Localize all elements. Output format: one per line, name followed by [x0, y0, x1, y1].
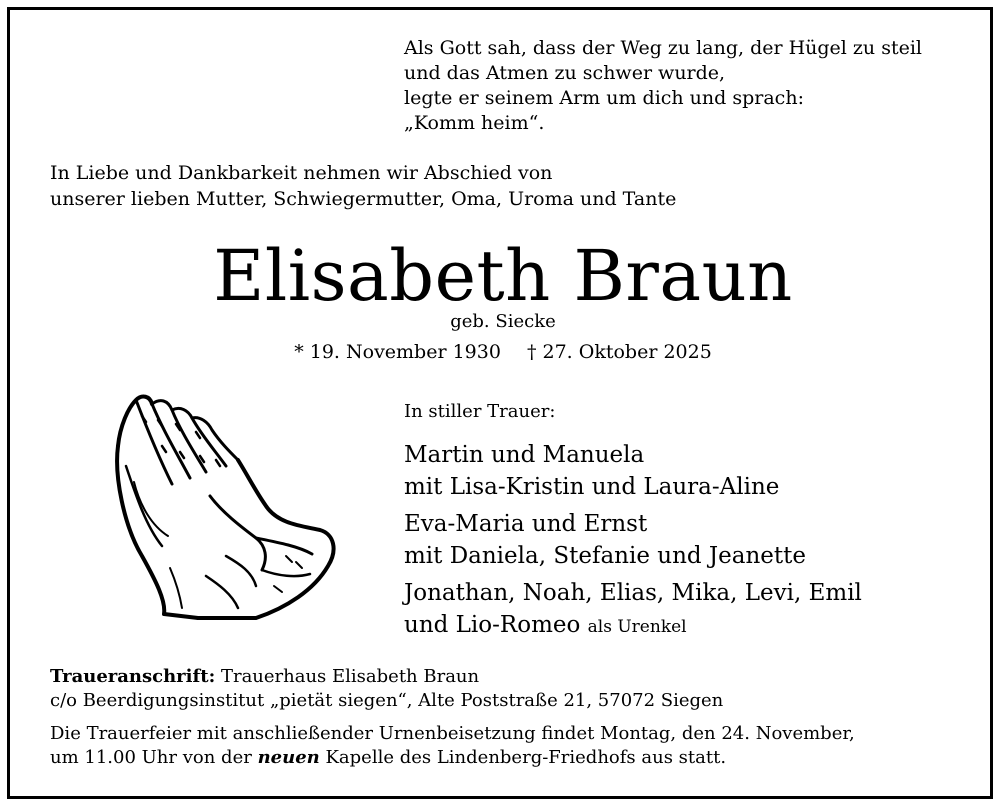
mourner-group: [404, 439, 862, 503]
address-line: c/o Beerdigungsinstitut „pietät siegen“, Alte Poststraße 21, 57072 Siegen: [50, 690, 724, 711]
funeral-service-info: [50, 722, 855, 770]
mourners-list: [404, 439, 862, 648]
mourner-line: mit Lisa-Kristin und Laura-Aline: [404, 474, 780, 500]
poem-line: „Komm heim“.: [404, 112, 545, 134]
death-date: † 27. Oktober 2025: [526, 341, 712, 363]
praying-hands-icon: [106, 386, 346, 626]
service-line: [50, 746, 855, 770]
poem-line: Als Gott sah, dass der Weg zu lang, der Hügel zu steil: [404, 37, 922, 59]
poem: [404, 36, 922, 136]
address-line: [50, 665, 723, 689]
service-text: um 11.00 Uhr von der: [50, 747, 252, 768]
obituary-card: [7, 7, 993, 799]
mourner-line: [404, 609, 862, 643]
mourner-names: und Lio-Romeo: [404, 612, 581, 638]
life-dates: [10, 340, 996, 364]
service-line: Die Trauerfeier mit anschließender Urnenbeisetzung findet Montag, den 24. November,: [50, 723, 855, 744]
mourner-group: [404, 577, 862, 643]
poem-line: legte er seinem Arm um dich und sprach:: [404, 87, 804, 109]
mourner-line: Eva-Maria und Ernst: [404, 511, 648, 537]
great-grandchildren-note: als Urenkel: [587, 617, 687, 637]
mourner-line: Martin und Manuela: [404, 442, 645, 468]
mourning-label: In stiller Trauer:: [404, 401, 556, 422]
address-name: Trauerhaus Elisabeth Braun: [220, 666, 480, 687]
mourner-line: mit Daniela, Stefanie und Jeanette: [404, 543, 806, 569]
mourner-line: Jonathan, Noah, Elias, Mika, Levi, Emil: [404, 580, 862, 606]
intro-line: unserer lieben Mutter, Schwiegermutter, Oma, Uroma und Tante: [50, 188, 677, 210]
maiden-name: geb. Siecke: [450, 311, 556, 332]
birth-date: * 19. November 1930: [294, 341, 501, 363]
service-emphasis: neuen: [257, 747, 320, 768]
intro-line: In Liebe und Dankbarkeit nehmen wir Abschied von: [50, 162, 553, 184]
mourner-group: [404, 508, 862, 572]
address-label: Traueranschrift:: [50, 666, 216, 687]
service-text: Kapelle des Lindenberg-Friedhofs aus statt.: [325, 747, 727, 768]
deceased-name: Elisabeth Braun: [213, 235, 793, 317]
poem-line: und das Atmen zu schwer wurde,: [404, 62, 726, 84]
mourning-address: [50, 665, 723, 713]
farewell-intro: [50, 160, 676, 212]
